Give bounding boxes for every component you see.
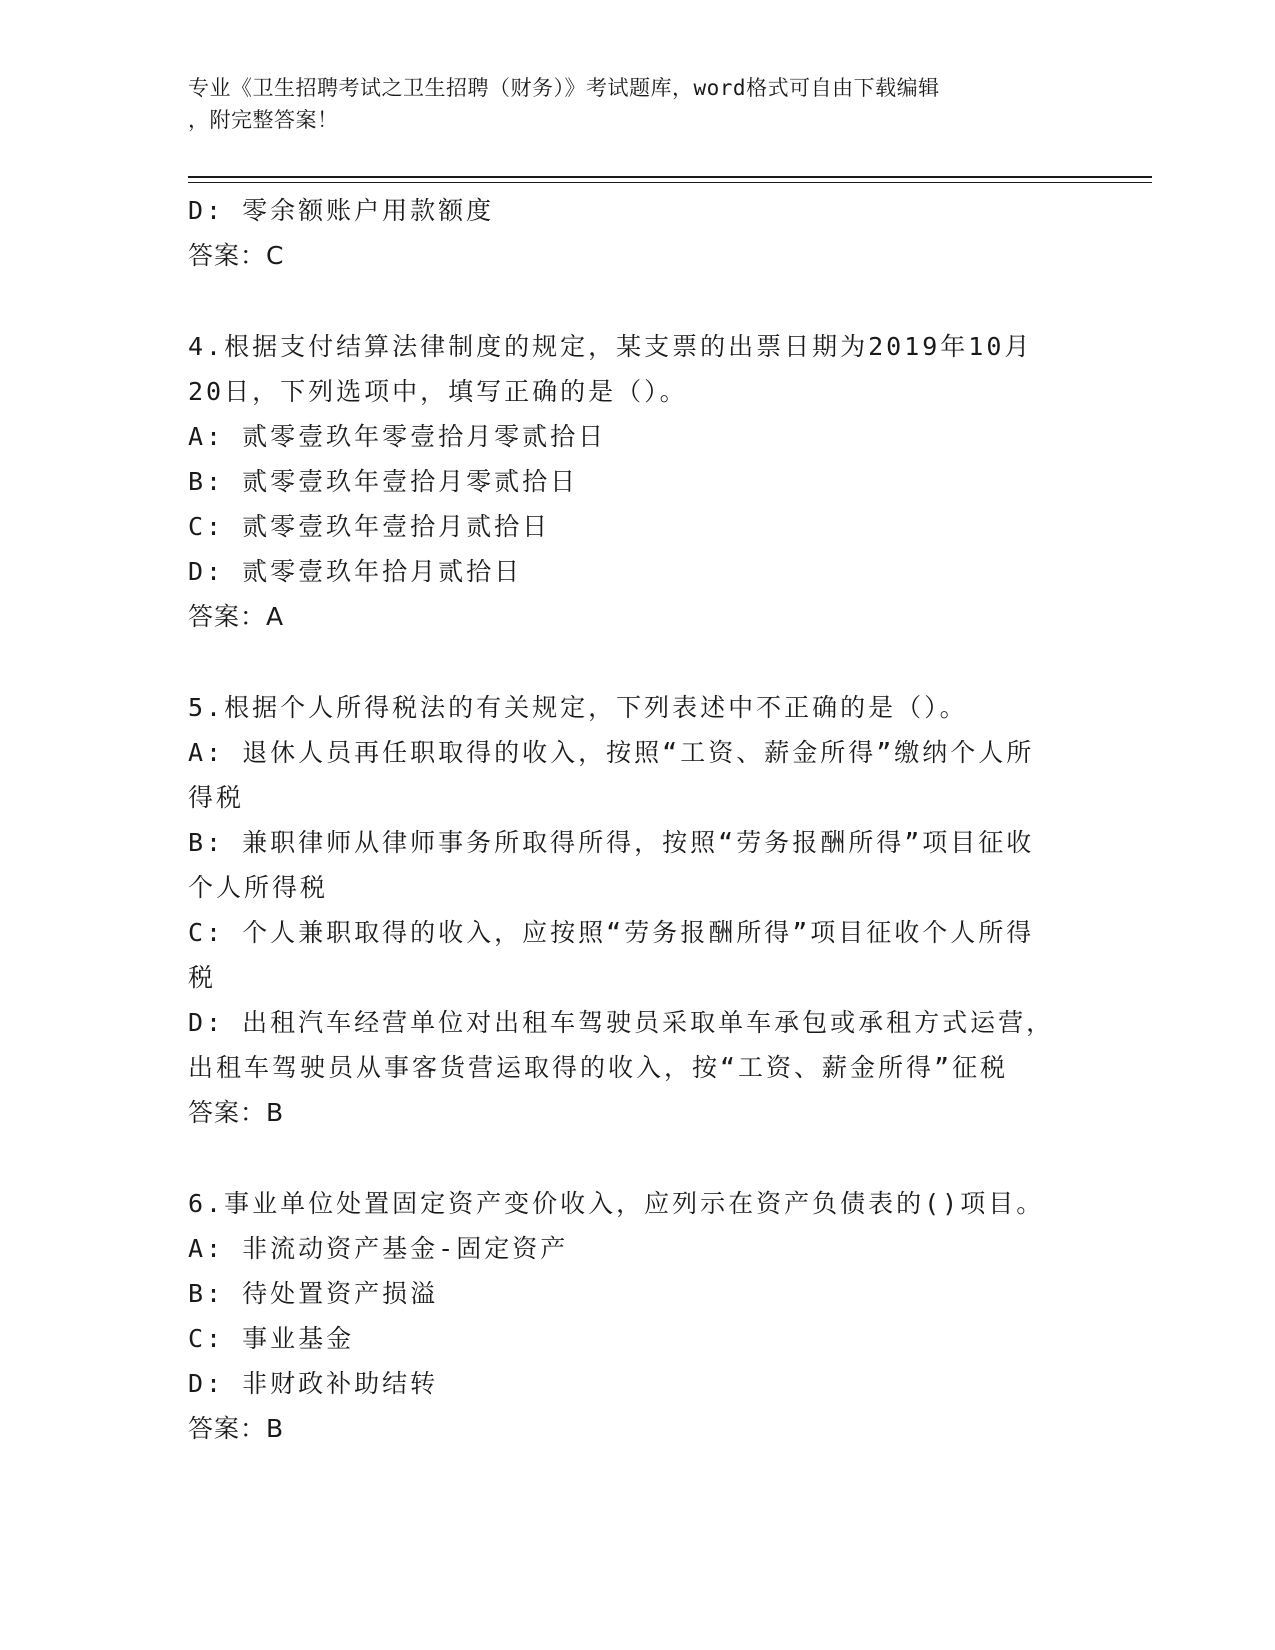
q6-option-d: D: 非财政补助结转 bbox=[188, 1369, 439, 1398]
q6-option-b: B: 待处置资产损溢 bbox=[188, 1279, 439, 1308]
q4-stem-line-2: 20日，下列选项中，填写正确的是（）。 bbox=[188, 377, 688, 406]
q6-answer: 答案：B bbox=[188, 1414, 285, 1443]
page-header bbox=[188, 72, 1088, 136]
q6-option-c: C: 事业基金 bbox=[188, 1324, 355, 1353]
q5-option-b-line-1: B: 兼职律师从律师事务所取得所得，按照“劳务报酬所得”项目征收 bbox=[188, 828, 1035, 857]
q5-option-a-line-2: 得税 bbox=[188, 783, 245, 812]
q4-answer: 答案：A bbox=[188, 602, 285, 631]
q5-option-a-line-1: A: 退休人员再任职取得的收入，按照“工资、薪金所得”缴纳个人所 bbox=[188, 738, 1035, 767]
question-5 bbox=[188, 685, 1088, 1135]
q5-option-d-line-2: 出租车驾驶员从事客货营运取得的收入，按“工资、薪金所得”征税 bbox=[188, 1053, 1009, 1082]
spacer bbox=[188, 278, 1088, 324]
header-line-2: ，附完整答案！ bbox=[188, 108, 339, 132]
q5-option-c-line-1: C: 个人兼职取得的收入，应按照“劳务报酬所得”项目征收个人所得 bbox=[188, 918, 1035, 947]
q5-stem: 5.根据个人所得税法的有关规定，下列表述中不正确的是（）。 bbox=[188, 693, 968, 722]
q5-option-c-line-2: 税 bbox=[188, 963, 217, 992]
q3-answer: 答案：C bbox=[188, 241, 285, 270]
q3-option-d: D: 零余额账户用款额度 bbox=[188, 196, 495, 225]
q4-stem-line-1: 4.根据支付结算法律制度的规定，某支票的出票日期为2019年10月 bbox=[188, 332, 1033, 361]
question-content bbox=[188, 188, 1088, 1451]
q6-option-a: A: 非流动资产基金-固定资产 bbox=[188, 1234, 569, 1263]
question-3-tail bbox=[188, 188, 1088, 278]
q5-answer: 答案：B bbox=[188, 1098, 285, 1127]
header-rule-thin bbox=[188, 182, 1152, 183]
q5-option-d-line-1: D: 出租汽车经营单位对出租车驾驶员采取单车承包或承租方式运营， bbox=[188, 1008, 1055, 1037]
header-line-1: 专业《卫生招聘考试之卫生招聘（财务）》考试题库，word格式可自由下载编辑 bbox=[188, 76, 940, 100]
q5-option-b-line-2: 个人所得税 bbox=[188, 873, 329, 902]
question-6 bbox=[188, 1181, 1088, 1451]
q6-stem: 6.事业单位处置固定资产变价收入，应列示在资产负债表的()项目。 bbox=[188, 1189, 1045, 1218]
q4-option-a: A: 贰零壹玖年零壹拾月零贰拾日 bbox=[188, 422, 607, 451]
spacer bbox=[188, 1135, 1088, 1181]
question-4 bbox=[188, 324, 1088, 639]
q4-option-d: D: 贰零壹玖年拾月贰拾日 bbox=[188, 557, 523, 586]
q4-option-b: B: 贰零壹玖年壹拾月零贰拾日 bbox=[188, 467, 579, 496]
header-rule-thick bbox=[188, 176, 1152, 178]
spacer bbox=[188, 639, 1088, 685]
q4-option-c: C: 贰零壹玖年壹拾月贰拾日 bbox=[188, 512, 551, 541]
